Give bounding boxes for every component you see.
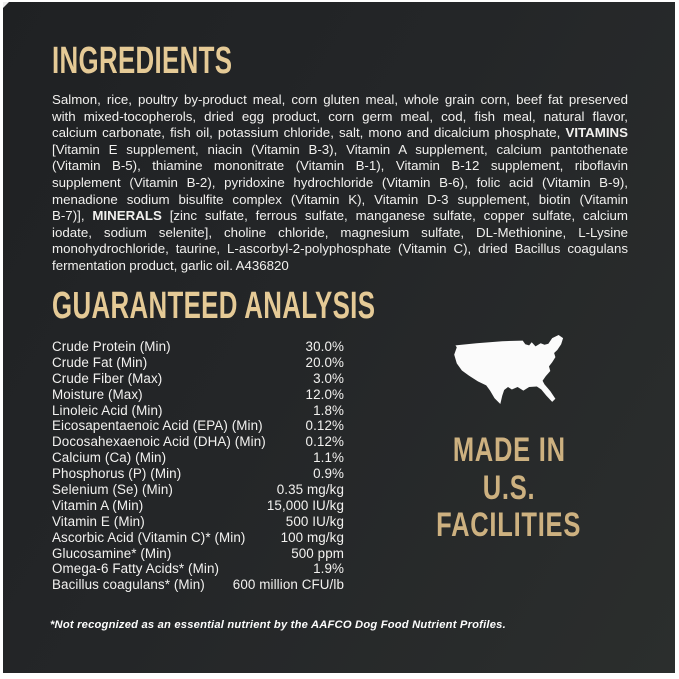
analysis-row <box>52 450 344 466</box>
analysis-row-value: 20.0% <box>305 354 344 370</box>
analysis-row <box>52 434 344 450</box>
ingredients-line <box>52 175 628 192</box>
analysis-row-label: Crude Fiber (Max) <box>52 370 163 386</box>
ingredients-line <box>52 142 628 159</box>
made-in-line-2: U.S. <box>482 468 536 507</box>
analysis-row-value: 1.9% <box>313 561 344 577</box>
analysis-row-label: Moisture (Max) <box>52 386 143 402</box>
ingredients-line <box>52 125 628 142</box>
ingredients-line <box>52 109 628 126</box>
made-in-line-1: MADE IN <box>452 431 566 469</box>
analysis-row-label: Linoleic Acid (Min) <box>52 402 163 418</box>
analysis-row <box>52 339 344 355</box>
analysis-row <box>52 530 344 546</box>
analysis-row-label: Eicosapentaenoic Acid (EPA) (Min) <box>52 418 263 434</box>
analysis-row-value: 1.1% <box>313 450 344 466</box>
usa-map-icon <box>451 334 565 406</box>
analysis-row-value: 15,000 IU/kg <box>266 497 344 513</box>
analysis-row-label: Docosahexaenoic Acid (DHA) (Min) <box>52 434 266 450</box>
ingredients-line <box>52 192 628 209</box>
ingredients-text: calcium carbonate, fish oil, potassium chloride, salt, mono and dicalcium phosphate, <box>52 125 566 141</box>
ingredients-line <box>52 258 628 275</box>
ingredients-text: B-7)], <box>52 208 93 224</box>
guaranteed-analysis-heading: GUARANTEED ANALYSIS <box>52 285 376 327</box>
analysis-row <box>52 498 344 514</box>
analysis-row-label: Vitamin A (Min) <box>52 497 144 513</box>
ingredients-text: with mixed-tocopherols, dried egg product, corn germ meal, cod, fish meal, natural flavor, <box>52 108 628 124</box>
analysis-row <box>52 546 344 562</box>
analysis-row-label: Vitamin E (Min) <box>52 513 145 529</box>
analysis-row-value: 600 million CFU/lb <box>232 577 344 593</box>
analysis-row-value: 30.0% <box>305 339 344 354</box>
analysis-row <box>52 371 344 387</box>
ingredients-line <box>52 241 628 258</box>
ingredients-bold-term: MINERALS <box>92 208 162 224</box>
ingredients-text: menadione sodium bisulfite complex (Vitamin K), Vitamin D-3 supplement, biotin (Vitamin <box>52 191 628 207</box>
analysis-row-label: Calcium (Ca) (Min) <box>52 450 167 466</box>
ingredients-text: fermentation product, garlic oil. A436820 <box>52 257 289 273</box>
analysis-row-label: Crude Protein (Min) <box>52 339 171 354</box>
analysis-row-label: Crude Fat (Min) <box>52 354 148 370</box>
ingredients-text: [zinc sulfate, ferrous sulfate, manganese sulfate, copper sulfate, calcium <box>161 208 628 224</box>
analysis-row-label: Ascorbic Acid (Vitamin C)* (Min) <box>52 529 246 545</box>
analysis-row-value: 0.12% <box>305 434 344 450</box>
analysis-row-value: 500 IU/kg <box>285 513 344 529</box>
analysis-row <box>52 466 344 482</box>
analysis-row-label: Phosphorus (P) (Min) <box>52 466 182 482</box>
made-in-us-facilities <box>384 432 634 545</box>
analysis-row-label: Bacillus coagulans* (Min) <box>52 577 205 593</box>
ingredients-line <box>52 208 628 225</box>
analysis-row <box>52 561 344 577</box>
ingredients-text: (Vitamin B-5), thiamine mononitrate (Vitamin B-1), Vitamin B-12 supplement, riboflavin <box>52 158 628 174</box>
analysis-row <box>52 514 344 530</box>
ingredients-text: monohydrochloride, taurine, L-ascorbyl-2-polyphosphate (Vitamin C), dried Bacillus coagulans <box>52 241 628 257</box>
analysis-row <box>52 418 344 434</box>
analysis-row-value: 3.0% <box>313 370 344 386</box>
analysis-row-value: 100 mg/kg <box>280 529 344 545</box>
analysis-row <box>52 482 344 498</box>
analysis-row <box>52 577 344 593</box>
ingredients-line <box>52 92 628 109</box>
analysis-row-value: 0.12% <box>305 418 344 434</box>
analysis-row-label: Omega-6 Fatty Acids* (Min) <box>52 561 220 577</box>
ingredients-text: Salmon, rice, poultry by-product meal, corn gluten meal, whole grain corn, beef fat preserved <box>52 92 628 107</box>
analysis-row-label: Glucosamine* (Min) <box>52 545 172 561</box>
analysis-row <box>52 387 344 403</box>
made-in-line-3: FACILITIES <box>436 506 582 544</box>
analysis-row-value: 1.8% <box>313 402 344 418</box>
ingredients-paragraph <box>52 92 628 275</box>
ingredients-bold-term: VITAMINS <box>565 125 628 141</box>
guaranteed-analysis-table <box>52 339 344 593</box>
ingredients-text: [Vitamin E supplement, niacin (Vitamin B-3), Vitamin A supplement, calcium pantothenate <box>52 141 628 157</box>
aafco-footnote: *Not recognized as an essential nutrient by the AAFCO Dog Food Nutrient Profiles. <box>50 619 506 631</box>
ingredients-heading: INGREDIENTS <box>52 40 233 82</box>
ingredients-text: supplement (Vitamin B-2), pyridoxine hydrochloride (Vitamin B-6), folic acid (Vitamin B-9), <box>52 174 628 190</box>
analysis-row <box>52 403 344 419</box>
analysis-row-value: 500 ppm <box>291 545 344 561</box>
ingredients-text: iodate, sodium selenite], choline chloride, magnesium sulfate, DL-Methionine, L-Lysine <box>52 224 628 240</box>
analysis-row-value: 12.0% <box>305 386 344 402</box>
ingredients-line <box>52 225 628 242</box>
analysis-row <box>52 355 344 371</box>
analysis-row-value: 0.35 mg/kg <box>276 482 344 498</box>
ingredients-line <box>52 158 628 175</box>
analysis-row-value: 0.9% <box>313 466 344 482</box>
analysis-row-label: Selenium (Se) (Min) <box>52 482 173 498</box>
